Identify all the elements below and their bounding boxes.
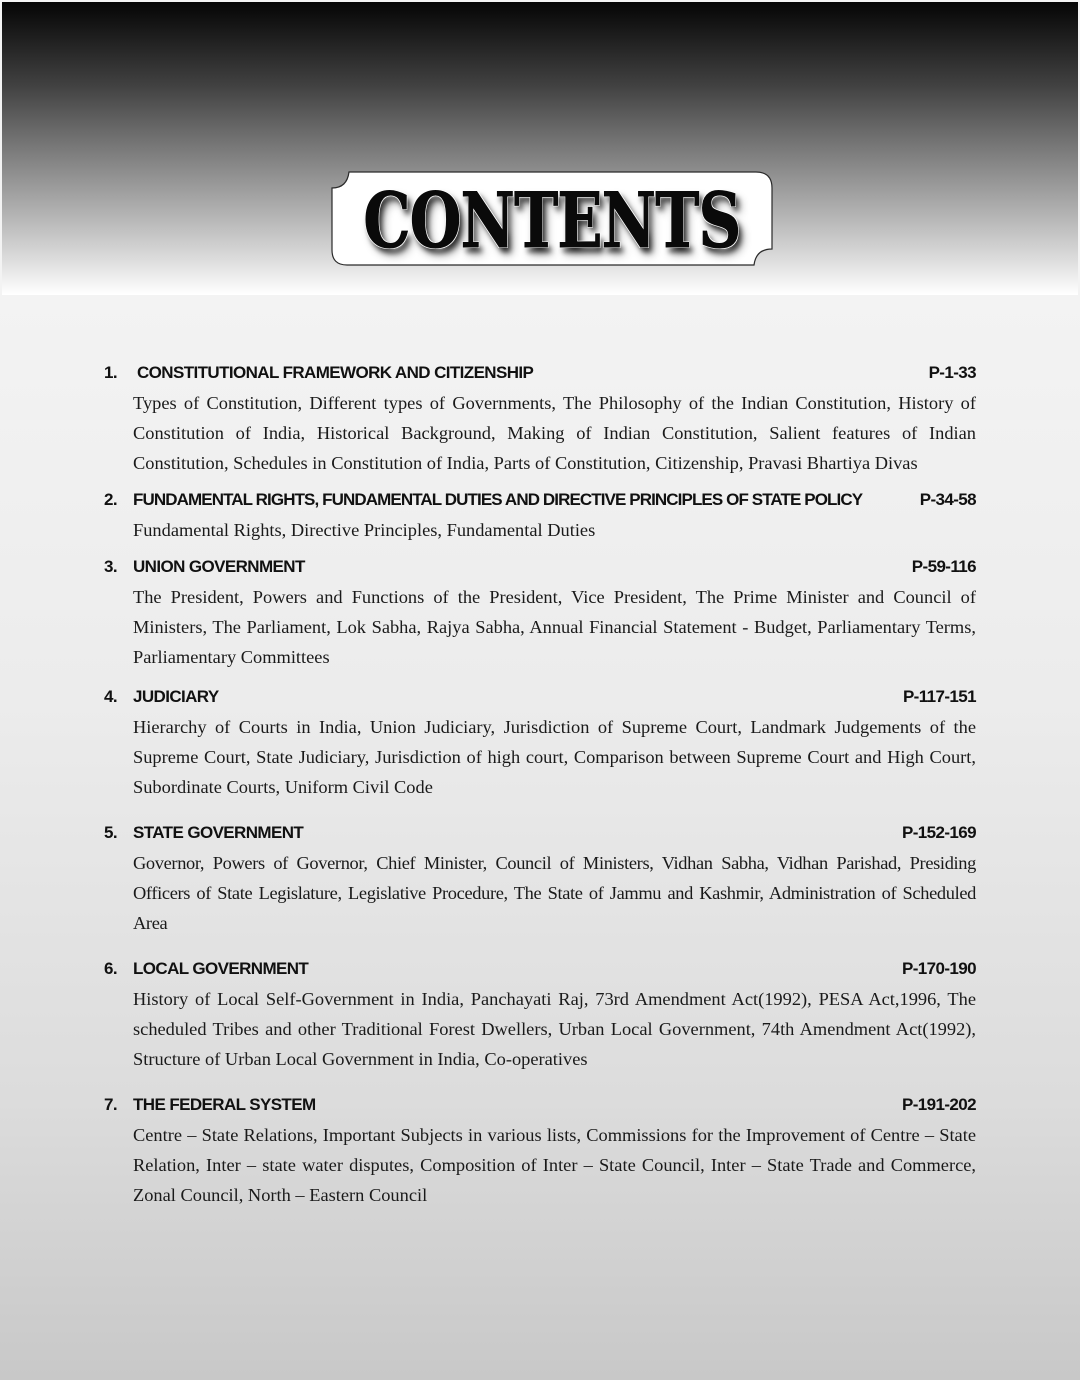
toc-entry-number: 2. bbox=[104, 490, 117, 509]
toc-entry-description: Hierarchy of Courts in India, Union Judiciary, Jurisdiction of Supreme Court, Landmark Judgements of the Supreme Court, State Judiciary, Jurisdiction of high court, Comparison between Supreme Court and High Court, Subordinate Courts, Uniform Civil Code bbox=[133, 717, 976, 797]
toc-entry-description: Fundamental Rights, Directive Principles, Fundamental Duties bbox=[133, 520, 596, 540]
toc-entry-pages: P-191-202 bbox=[902, 1095, 976, 1114]
toc-entry-number: 3. bbox=[104, 557, 117, 576]
toc-entry-title: STATE GOVERNMENT bbox=[133, 823, 304, 842]
toc-entry-pages: P-152-169 bbox=[902, 823, 976, 842]
toc-entry-title: CONSTITUTIONAL FRAMEWORK AND CITIZENSHIP bbox=[137, 363, 534, 382]
toc-entry-number: 6. bbox=[104, 959, 117, 978]
toc-entry-heading[interactable] bbox=[104, 684, 976, 710]
toc-entry-5 bbox=[104, 820, 976, 938]
toc-entry-title: UNION GOVERNMENT bbox=[133, 557, 305, 576]
toc-entry-6 bbox=[104, 956, 976, 1074]
toc-entry-title: LOCAL GOVERNMENT bbox=[133, 959, 309, 978]
toc-entry-pages: P-34-58 bbox=[919, 490, 976, 509]
toc-entry-heading[interactable] bbox=[104, 956, 976, 982]
toc-entry-heading[interactable] bbox=[104, 360, 976, 386]
toc-entry-heading[interactable] bbox=[104, 487, 976, 513]
toc-entry-pages: P-170-190 bbox=[902, 959, 976, 978]
toc-entry-heading[interactable] bbox=[104, 1092, 976, 1118]
toc-entry-1 bbox=[104, 360, 976, 478]
toc-entry-number: 7. bbox=[104, 1095, 117, 1114]
toc-entry-pages: P-1-33 bbox=[928, 363, 976, 382]
contents-banner bbox=[331, 171, 773, 266]
toc-entry-description: Governor, Powers of Governor, Chief Minister, Council of Ministers, Vidhan Sabha, Vidhan Parishad, Presiding Officers of State Legislature, Legislative Procedure, The State of Jammu and Kashmir, Administration of Scheduled Area bbox=[133, 853, 976, 933]
toc-entry-description: History of Local Self-Government in India, Panchayati Raj, 73rd Amendment Act(1992), PESA Act,1996, The scheduled Tribes and other Traditional Forest Dwellers, Urban Local Government, 74th Amendment Act(1992), Structure of Urban Local Government in India, Co-operatives bbox=[133, 989, 976, 1069]
toc-entry-description: Centre – State Relations, Important Subjects in various lists, Commissions for the Improvement of Centre – State Relation, Inter – state water disputes, Composition of Inter – State Council, Inter – State Trade and Commerce, Zonal Council, North – Eastern Council bbox=[133, 1125, 976, 1205]
toc-entry-4 bbox=[104, 684, 976, 802]
toc-entry-7 bbox=[104, 1092, 976, 1210]
table-of-contents bbox=[104, 360, 976, 1210]
toc-entry-3 bbox=[104, 554, 976, 672]
page-title: CONTENTS bbox=[363, 175, 741, 265]
toc-entry-description: Types of Constitution, Different types of Governments, The Philosophy of the Indian Constitution, History of Constitution of India, Historical Background, Making of Indian Constitution, Salient features of Indian Constitution, Schedules in Constitution of India, Parts of Constitution, Citizenship, Pravasi Bhartiya Divas bbox=[133, 393, 976, 473]
toc-entry-title: JUDICIARY bbox=[133, 687, 219, 706]
toc-entry-pages: P-117-151 bbox=[902, 687, 976, 706]
toc-entry-2 bbox=[104, 487, 976, 545]
toc-entry-pages: P-59-116 bbox=[911, 557, 976, 576]
toc-entry-heading[interactable] bbox=[104, 820, 976, 846]
toc-entry-heading[interactable] bbox=[104, 554, 976, 580]
toc-entry-number: 1. bbox=[104, 363, 117, 382]
toc-entry-number: 5. bbox=[104, 823, 117, 842]
toc-entry-title: FUNDAMENTAL RIGHTS, FUNDAMENTAL DUTIES AND DIRECTIVE PRINCIPLES OF STATE POLICY bbox=[133, 490, 863, 509]
toc-entry-number: 4. bbox=[104, 687, 117, 706]
toc-entry-title: THE FEDERAL SYSTEM bbox=[133, 1095, 316, 1114]
toc-entry-description: The President, Powers and Functions of the President, Vice President, The Prime Minister and Council of Ministers, The Parliament, Lok Sabha, Rajya Sabha, Annual Financial Statement - Budget, Parliamentary Terms, Parliamentary Committees bbox=[133, 587, 976, 667]
